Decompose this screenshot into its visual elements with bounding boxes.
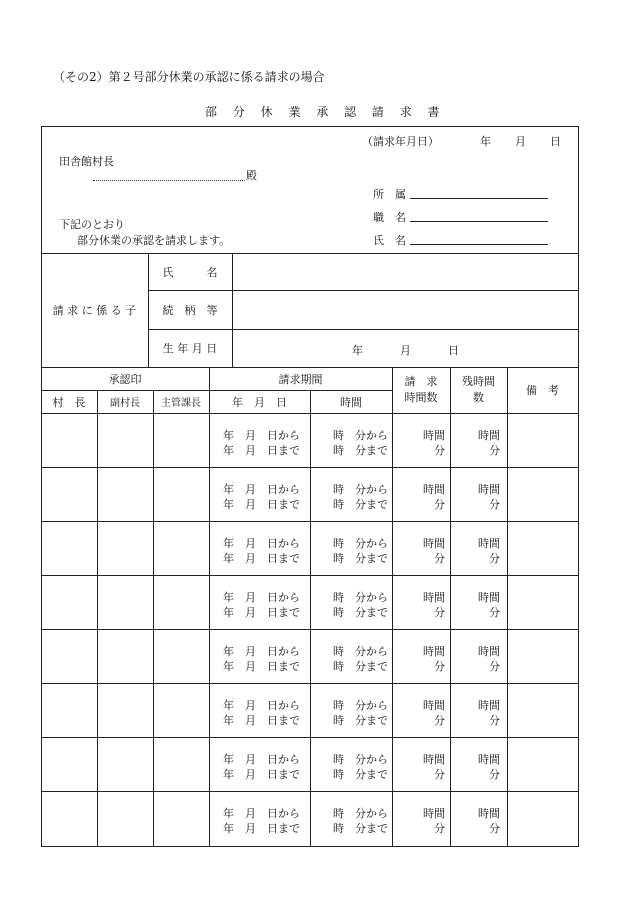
row-requested-hours: 時間 [423,591,445,604]
row-requested-hours: 時間 [423,645,445,658]
row-requested-hours: 時間 [423,807,445,820]
row-remaining-minutes: 分 [489,498,500,511]
row-time-to: 時 分まで [333,444,388,457]
row-requested-minutes: 分 [434,498,445,511]
row-remaining-hours: 時間 [478,699,500,712]
row-date-to: 年 月 日まで [223,444,300,457]
requested-hours-header [392,367,450,413]
child-relation-label: 続 柄 等 [162,303,218,317]
row-requested-minutes: 分 [434,444,445,457]
date-year: 年 [480,135,491,148]
remaining-hours-line2: 数 [473,391,484,404]
row-date-from: 年 月 日から [223,645,300,658]
row-requested-hours: 時間 [423,537,445,550]
row-time-to: 時 分まで [333,606,388,619]
row-time-from: 時 分から [333,483,388,496]
row-remaining-hours: 時間 [478,591,500,604]
ymd-header: 年 月 日 [232,395,287,409]
row-time-to: 時 分まで [333,768,388,781]
row-remaining-minutes: 分 [489,768,500,781]
row-time-from: 時 分から [333,429,388,442]
date-month: 月 [515,135,526,148]
child-name-label: 氏 名 [162,265,218,279]
row-requested-minutes: 分 [434,714,445,727]
row-date-to: 年 月 日まで [223,606,300,619]
child-dob-label: 生 年 月 日 [162,342,218,355]
row-remaining-hours: 時間 [478,753,500,766]
addressee: 田舎館村長 [59,155,114,168]
row-requested-minutes: 分 [434,768,445,781]
affiliation-label: 所 属 [373,188,406,201]
mayor-header: 村 長 [52,395,86,409]
form-title: 部 分 休 業 承 認 請 求 書 [205,105,446,119]
row-requested-hours: 時間 [423,753,445,766]
row-time-to: 時 分まで [333,552,388,565]
vice-mayor-header: 副村長 [110,398,140,409]
row-time-from: 時 分から [333,753,388,766]
honorific: 殿 [246,169,257,182]
body-line-2: 部分休業の承認を請求します。 [77,234,231,247]
row-date-from: 年 月 日から [223,591,300,604]
form-heading: （その2）第２号部分休業の承認に係る請求の場合 [53,70,325,84]
dob-month: 月 [400,344,411,357]
row-time-to: 時 分まで [333,660,388,673]
row-date-to: 年 月 日まで [223,714,300,727]
row-remaining-minutes: 分 [489,606,500,619]
period-header: 請求期間 [278,372,323,386]
row-requested-minutes: 分 [434,822,445,835]
child-group-label: 請 求 に 係 る 子 [52,304,137,317]
row-date-to: 年 月 日まで [223,768,300,781]
row-date-from: 年 月 日から [223,483,300,496]
manager-header: 主管課長 [161,398,201,409]
requested-hours-line1: 請 求 [404,375,438,388]
row-date-to: 年 月 日まで [223,498,300,511]
row-date-to: 年 月 日まで [223,822,300,835]
approval-stamp-header: 承認印 [108,372,142,386]
row-time-to: 時 分まで [333,714,388,727]
row-time-from: 時 分から [333,537,388,550]
row-remaining-hours: 時間 [478,645,500,658]
row-remaining-minutes: 分 [489,444,500,457]
row-requested-hours: 時間 [423,483,445,496]
row-requested-hours: 時間 [423,699,445,712]
row-date-from: 年 月 日から [223,807,300,820]
row-time-from: 時 分から [333,645,388,658]
row-remaining-minutes: 分 [489,552,500,565]
row-requested-minutes: 分 [434,606,445,619]
dob-year: 年 [352,344,363,357]
row-time-from: 時 分から [333,591,388,604]
row-remaining-minutes: 分 [489,714,500,727]
row-time-from: 時 分から [333,699,388,712]
dob-day: 日 [448,344,459,357]
remaining-hours-line1: 残時間 [462,375,495,388]
request-date-label: （請求年月日） [362,135,439,148]
position-label: 職 名 [373,211,406,224]
row-date-from: 年 月 日から [223,753,300,766]
row-requested-minutes: 分 [434,660,445,673]
row-remaining-hours: 時間 [478,429,500,442]
row-date-from: 年 月 日から [223,429,300,442]
row-time-to: 時 分まで [333,498,388,511]
name-label: 氏 名 [373,234,406,247]
time-header: 時間 [340,395,362,409]
row-date-from: 年 月 日から [223,699,300,712]
row-remaining-minutes: 分 [489,822,500,835]
row-time-from: 時 分から [333,807,388,820]
row-remaining-hours: 時間 [478,807,500,820]
body-line-1: 下記のとおり [59,218,125,231]
row-requested-hours: 時間 [423,429,445,442]
row-requested-minutes: 分 [434,552,445,565]
remarks-header: 備 考 [526,384,559,397]
row-date-to: 年 月 日まで [223,660,300,673]
row-remaining-hours: 時間 [478,483,500,496]
row-date-to: 年 月 日まで [223,552,300,565]
row-date-from: 年 月 日から [223,537,300,550]
requested-hours-line2: 時間数 [404,391,438,404]
date-day: 日 [550,135,561,148]
remaining-hours-header [450,367,507,413]
row-remaining-minutes: 分 [489,660,500,673]
row-remaining-hours: 時間 [478,537,500,550]
row-time-to: 時 分まで [333,822,388,835]
